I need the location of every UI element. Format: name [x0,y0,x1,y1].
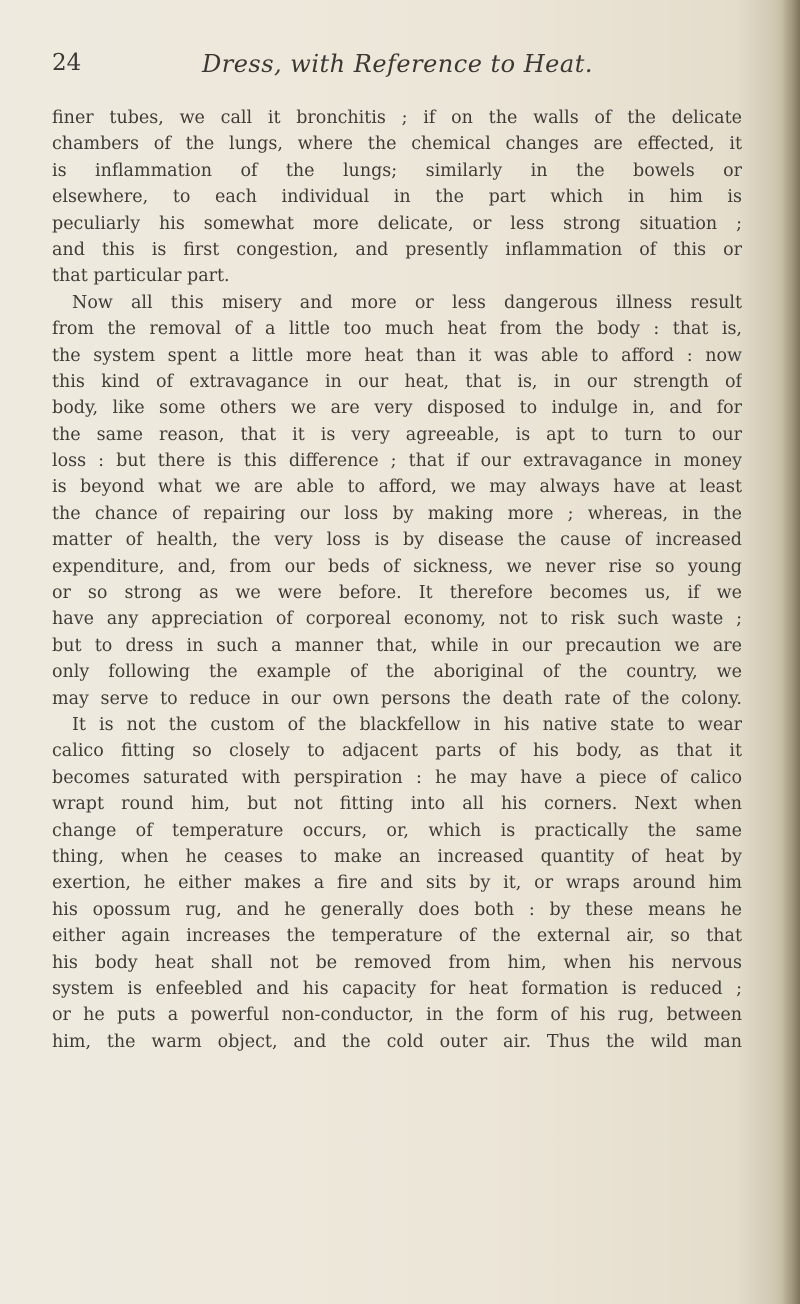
text-line: or he puts a powerful non-conductor, in the form of his rug, between [52,1005,742,1026]
text-line: is beyond what we are able to afford, we may always have at least [52,477,742,498]
text-line: elsewhere, to each individual in the part which in him is [52,187,742,208]
text-line: the same reason, that it is very agreeable, is apt to turn to our [52,424,742,445]
text-line: but to dress in such a manner that, while in our precaution we are [52,635,742,656]
text-line: his opossum rug, and he generally does both : by these means he [52,899,742,920]
text-line: finer tubes, we call it bronchitis ; if on the walls of the delicate [52,108,742,128]
text-line: from the removal of a little too much heat from the body : that is, [52,319,742,340]
text-line: him, the warm object, and the cold outer air. Thus the wild man [52,1031,742,1052]
text-line: system is enfeebled and his capacity for heat formation is reduced ; [52,978,742,999]
text-line: the system spent a little more heat than it was able to afford : now [52,345,742,366]
text-line: body, like some others we are very disposed to indulge in, and for [52,398,742,419]
text-line: expenditure, and, from our beds of sickness, we never rise so young [52,556,742,577]
text-line: matter of health, the very loss is by disease the cause of increased [52,530,742,551]
text-line: exertion, he either makes a fire and sits by it, or wraps around him [52,873,742,894]
page-edge-shadow [782,0,800,1304]
running-title: Dress, with Reference to Heat. [202,50,593,78]
text-line: It is not the custom of the blackfellow in his native state to wear [72,714,742,735]
text-line: chambers of the lungs, where the chemical changes are effected, it [52,134,742,155]
text-line: change of temperature occurs, or, which is practically the same [52,820,742,841]
text-line: only following the example of the aboriginal of the country, we [52,662,742,683]
page-header [52,50,732,90]
body-text [52,105,742,1055]
text-line: calico fitting so closely to adjacent parts of his body, as that it [52,741,742,762]
text-line: that particular part. [52,266,230,287]
text-line: may serve to reduce in our own persons the death rate of the colony. [52,688,742,709]
text-line: either again increases the temperature of the external air, so that [52,926,742,947]
text-line: or so strong as we were before. It therefore becomes us, if we [52,583,742,604]
text-line: this kind of extravagance in our heat, that is, in our strength of [52,371,742,392]
text-line: thing, when he ceases to make an increased quantity of heat by [52,846,742,867]
text-line: is inflammation of the lungs; similarly in the bowels or [52,160,742,181]
text-line: his body heat shall not be removed from him, when his nervous [52,952,742,973]
text-line: wrapt round him, but not fitting into all his corners. Next when [52,794,742,815]
text-line: the chance of repairing our loss by making more ; whereas, in the [52,503,742,524]
text-line: peculiarly his somewhat more delicate, or less strong situation ; [52,213,742,234]
text-line: loss : but there is this difference ; that if our extravagance in money [52,451,742,472]
text-line: Now all this misery and more or less dangerous illness result [72,292,742,313]
page-number: 24 [52,50,82,76]
text-line: becomes saturated with perspiration : he may have a piece of calico [52,767,742,788]
text-line: have any appreciation of corporeal economy, not to risk such waste ; [52,609,742,630]
text-line: and this is first congestion, and presently inflammation of this or [52,239,742,260]
